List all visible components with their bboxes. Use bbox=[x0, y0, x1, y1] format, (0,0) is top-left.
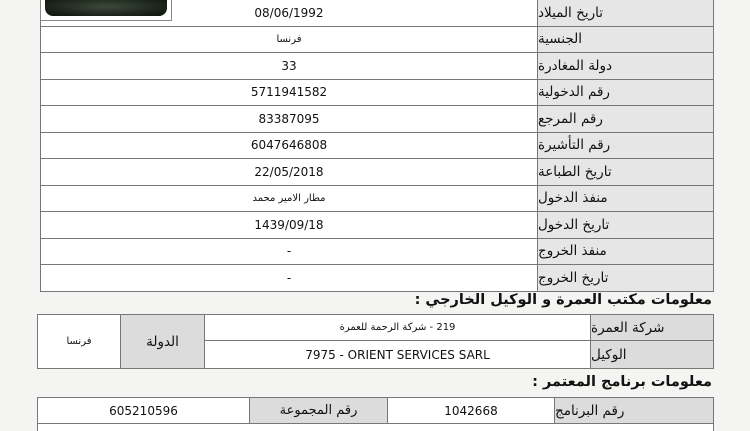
departure-country-label: دولة المغادرة bbox=[538, 53, 713, 79]
entry-port-value: مطار الامير محمد bbox=[41, 186, 538, 212]
nationality-value: فرنسا bbox=[41, 27, 538, 53]
group-number-label: رقم المجموعة bbox=[250, 398, 388, 424]
entry-number-value: 5711941582 bbox=[41, 80, 538, 106]
photo-thumbnail bbox=[40, 0, 172, 21]
agent-label: الوكيل bbox=[591, 341, 713, 368]
country-value: فرنسا bbox=[38, 315, 121, 368]
program-number-label: رقم البرنامج bbox=[555, 398, 713, 424]
personal-info-table bbox=[40, 0, 714, 292]
exit-port-label: منفذ الخروج bbox=[538, 239, 713, 265]
exit-port-value: - bbox=[41, 239, 538, 265]
birth-date-value: 08/06/1992 bbox=[41, 0, 538, 26]
birth-date-label: تاريخ الميلاد bbox=[538, 0, 713, 26]
entry-number-label: رقم الدخولية bbox=[538, 80, 713, 106]
photo-blur bbox=[45, 0, 167, 16]
entry-date-value: 1439/09/18 bbox=[41, 212, 538, 238]
program-section-title: معلومات برنامج المعتمر : bbox=[532, 374, 712, 390]
entry-port-label: منفذ الدخول bbox=[538, 186, 713, 212]
agent-value: 7975 - ORIENT SERVICES SARL bbox=[205, 341, 591, 368]
exit-port-row bbox=[41, 239, 713, 266]
print-date-value: 22/05/2018 bbox=[41, 159, 538, 185]
exit-date-label: تاريخ الخروج bbox=[538, 265, 713, 291]
program-number-value: 1042668 bbox=[388, 398, 555, 424]
departure-country-row bbox=[41, 53, 713, 80]
umrah-company-value: 219 - شركة الرحمة للعمرة bbox=[205, 315, 591, 341]
nationality-row bbox=[41, 27, 713, 54]
exit-date-row bbox=[41, 265, 713, 292]
entry-date-row bbox=[41, 212, 713, 239]
group-number-value: 605210596 bbox=[38, 398, 250, 424]
nationality-label: الجنسية bbox=[538, 27, 713, 53]
departure-country-value: 33 bbox=[41, 53, 538, 79]
exit-date-value: - bbox=[41, 265, 538, 291]
visa-number-row bbox=[41, 133, 713, 160]
visa-number-label: رقم التأشيرة bbox=[538, 133, 713, 159]
reference-number-label: رقم المرجع bbox=[538, 106, 713, 132]
reference-number-row bbox=[41, 106, 713, 133]
entry-date-label: تاريخ الدخول bbox=[538, 212, 713, 238]
umrah-company-label: شركة العمرة bbox=[591, 315, 713, 341]
entry-port-row bbox=[41, 186, 713, 213]
reference-number-value: 83387095 bbox=[41, 106, 538, 132]
visa-number-value: 6047646808 bbox=[41, 133, 538, 159]
print-date-row bbox=[41, 159, 713, 186]
country-label: الدولة bbox=[121, 315, 205, 368]
entry-number-row bbox=[41, 80, 713, 107]
umrah-office-table bbox=[37, 314, 714, 369]
umrah-office-section-title: معلومات مكتب العمرة و الوكيل الخارجي : bbox=[414, 292, 712, 308]
program-table bbox=[37, 397, 714, 431]
print-date-label: تاريخ الطباعة bbox=[538, 159, 713, 185]
